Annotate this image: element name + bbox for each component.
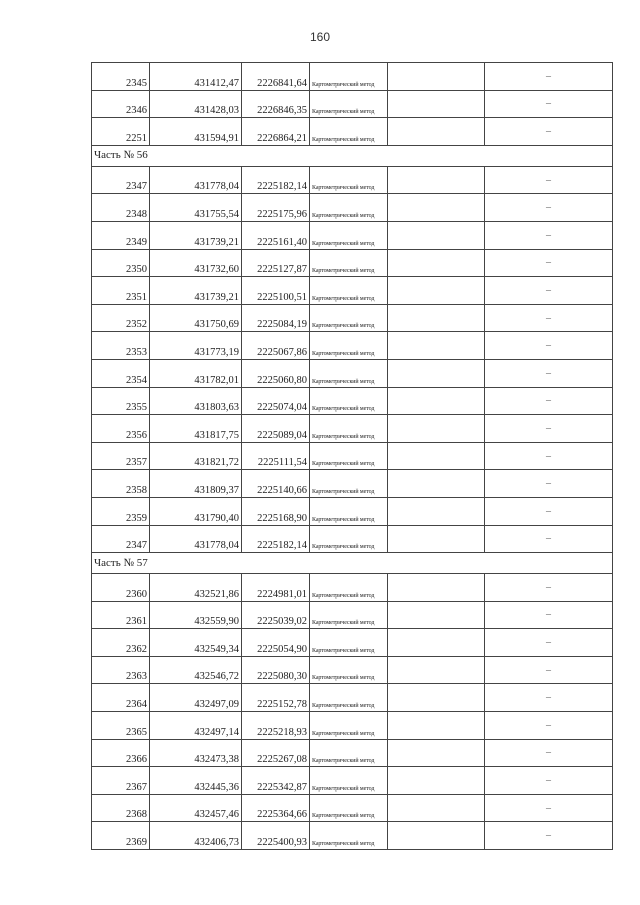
empty-cell — [388, 359, 485, 387]
y-coordinate-cell: 2225054,90 — [242, 629, 310, 657]
table-row — [92, 470, 613, 498]
x-coordinate-cell: 432497,09 — [150, 684, 242, 712]
method-cell: Картометрический метод — [310, 415, 388, 443]
y-coordinate-cell: 2225342,87 — [242, 767, 310, 795]
empty-cell — [388, 90, 485, 118]
dash-cell: – — [485, 194, 613, 222]
empty-cell — [388, 739, 485, 767]
x-coordinate-cell: 431817,75 — [150, 415, 242, 443]
x-coordinate-cell: 432497,14 — [150, 712, 242, 740]
point-number-cell: 2346 — [92, 90, 150, 118]
point-number-cell: 2352 — [92, 304, 150, 332]
y-coordinate-cell: 2225067,86 — [242, 332, 310, 360]
dash-cell: – — [485, 712, 613, 740]
method-cell: Картометрический метод — [310, 442, 388, 470]
table-row — [92, 822, 613, 850]
method-cell: Картометрический метод — [310, 525, 388, 553]
x-coordinate-cell: 432473,38 — [150, 739, 242, 767]
empty-cell — [388, 277, 485, 305]
y-coordinate-cell: 2226841,64 — [242, 63, 310, 91]
dash-cell: – — [485, 574, 613, 602]
point-number-cell: 2353 — [92, 332, 150, 360]
point-number-cell: 2356 — [92, 415, 150, 443]
table-row — [92, 574, 613, 602]
dash-cell: – — [485, 767, 613, 795]
x-coordinate-cell: 431809,37 — [150, 470, 242, 498]
point-number-cell: 2358 — [92, 470, 150, 498]
point-number-cell: 2357 — [92, 442, 150, 470]
table-row — [92, 166, 613, 194]
method-cell: Картометрический метод — [310, 249, 388, 277]
point-number-cell: 2354 — [92, 359, 150, 387]
table-row — [92, 90, 613, 118]
point-number-cell: 2348 — [92, 194, 150, 222]
x-coordinate-cell: 432457,46 — [150, 794, 242, 822]
x-coordinate-cell: 431821,72 — [150, 442, 242, 470]
section-header-row — [92, 145, 613, 166]
y-coordinate-cell: 2225161,40 — [242, 221, 310, 249]
method-cell: Картометрический метод — [310, 332, 388, 360]
dash-cell: – — [485, 304, 613, 332]
point-number-cell: 2359 — [92, 497, 150, 525]
point-number-cell: 2362 — [92, 629, 150, 657]
empty-cell — [388, 712, 485, 740]
method-cell: Картометрический метод — [310, 712, 388, 740]
dash-cell: – — [485, 221, 613, 249]
y-coordinate-cell: 2225111,54 — [242, 442, 310, 470]
empty-cell — [388, 822, 485, 850]
dash-cell: – — [485, 277, 613, 305]
x-coordinate-cell: 432445,36 — [150, 767, 242, 795]
y-coordinate-cell: 2225218,93 — [242, 712, 310, 740]
dash-cell: – — [485, 525, 613, 553]
empty-cell — [388, 629, 485, 657]
y-coordinate-cell: 2225168,90 — [242, 497, 310, 525]
table-row — [92, 304, 613, 332]
x-coordinate-cell: 431755,54 — [150, 194, 242, 222]
point-number-cell: 2368 — [92, 794, 150, 822]
point-number-cell: 2355 — [92, 387, 150, 415]
table-row — [92, 601, 613, 629]
x-coordinate-cell: 432549,34 — [150, 629, 242, 657]
dash-cell: – — [485, 822, 613, 850]
table-row — [92, 684, 613, 712]
x-coordinate-cell: 431739,21 — [150, 277, 242, 305]
method-cell: Картометрический метод — [310, 221, 388, 249]
x-coordinate-cell: 431773,19 — [150, 332, 242, 360]
table-row — [92, 712, 613, 740]
table-row — [92, 656, 613, 684]
y-coordinate-cell: 2225182,14 — [242, 166, 310, 194]
x-coordinate-cell: 432546,72 — [150, 656, 242, 684]
point-number-cell: 2360 — [92, 574, 150, 602]
method-cell: Картометрический метод — [310, 277, 388, 305]
x-coordinate-cell: 431732,60 — [150, 249, 242, 277]
method-cell: Картометрический метод — [310, 63, 388, 91]
y-coordinate-cell: 2225400,93 — [242, 822, 310, 850]
y-coordinate-cell: 2225089,04 — [242, 415, 310, 443]
dash-cell: – — [485, 359, 613, 387]
point-number-cell: 2369 — [92, 822, 150, 850]
point-number-cell: 2251 — [92, 118, 150, 146]
dash-cell: – — [485, 794, 613, 822]
empty-cell — [388, 684, 485, 712]
dash-cell: – — [485, 166, 613, 194]
dash-cell: – — [485, 332, 613, 360]
point-number-cell: 2345 — [92, 63, 150, 91]
dash-cell: – — [485, 470, 613, 498]
y-coordinate-cell: 2225080,30 — [242, 656, 310, 684]
method-cell: Картометрический метод — [310, 739, 388, 767]
table-row — [92, 194, 613, 222]
dash-cell: – — [485, 656, 613, 684]
empty-cell — [388, 166, 485, 194]
empty-cell — [388, 656, 485, 684]
y-coordinate-cell: 2225140,66 — [242, 470, 310, 498]
point-number-cell: 2363 — [92, 656, 150, 684]
empty-cell — [388, 194, 485, 222]
point-number-cell: 2351 — [92, 277, 150, 305]
y-coordinate-cell: 2224981,01 — [242, 574, 310, 602]
x-coordinate-cell: 431782,01 — [150, 359, 242, 387]
y-coordinate-cell: 2225152,78 — [242, 684, 310, 712]
empty-cell — [388, 442, 485, 470]
table-row — [92, 767, 613, 795]
point-number-cell: 2366 — [92, 739, 150, 767]
method-cell: Картометрический метод — [310, 387, 388, 415]
point-number-cell: 2367 — [92, 767, 150, 795]
method-cell: Картометрический метод — [310, 574, 388, 602]
section-title: Часть № 56 — [92, 145, 613, 166]
y-coordinate-cell: 2225127,87 — [242, 249, 310, 277]
y-coordinate-cell: 2225182,14 — [242, 525, 310, 553]
empty-cell — [388, 574, 485, 602]
dash-cell: – — [485, 387, 613, 415]
dash-cell: – — [485, 629, 613, 657]
table-row — [92, 221, 613, 249]
empty-cell — [388, 601, 485, 629]
y-coordinate-cell: 2226846,35 — [242, 90, 310, 118]
table-row — [92, 415, 613, 443]
table-row — [92, 442, 613, 470]
dash-cell: – — [485, 415, 613, 443]
method-cell: Картометрический метод — [310, 470, 388, 498]
point-number-cell: 2365 — [92, 712, 150, 740]
dash-cell: – — [485, 90, 613, 118]
page-number: 160 — [309, 30, 331, 44]
method-cell: Картометрический метод — [310, 90, 388, 118]
x-coordinate-cell: 431778,04 — [150, 525, 242, 553]
dash-cell: – — [485, 497, 613, 525]
x-coordinate-cell: 432559,90 — [150, 601, 242, 629]
table-row — [92, 63, 613, 91]
empty-cell — [388, 249, 485, 277]
x-coordinate-cell: 431778,04 — [150, 166, 242, 194]
y-coordinate-cell: 2225100,51 — [242, 277, 310, 305]
x-coordinate-cell: 431594,91 — [150, 118, 242, 146]
table-row — [92, 794, 613, 822]
method-cell: Картометрический метод — [310, 497, 388, 525]
method-cell: Картометрический метод — [310, 656, 388, 684]
empty-cell — [388, 118, 485, 146]
empty-cell — [388, 387, 485, 415]
dash-cell: – — [485, 118, 613, 146]
table-row — [92, 629, 613, 657]
empty-cell — [388, 470, 485, 498]
dash-cell: – — [485, 63, 613, 91]
table-row — [92, 497, 613, 525]
method-cell: Картометрический метод — [310, 359, 388, 387]
empty-cell — [388, 332, 485, 360]
empty-cell — [388, 415, 485, 443]
empty-cell — [388, 497, 485, 525]
table-row — [92, 359, 613, 387]
empty-cell — [388, 525, 485, 553]
method-cell: Картометрический метод — [310, 601, 388, 629]
table-row — [92, 249, 613, 277]
method-cell: Картометрический метод — [310, 629, 388, 657]
y-coordinate-cell: 2225364,66 — [242, 794, 310, 822]
method-cell: Картометрический метод — [310, 822, 388, 850]
x-coordinate-cell: 431750,69 — [150, 304, 242, 332]
method-cell: Картометрический метод — [310, 794, 388, 822]
x-coordinate-cell: 431739,21 — [150, 221, 242, 249]
empty-cell — [388, 794, 485, 822]
dash-cell: – — [485, 442, 613, 470]
method-cell: Картометрический метод — [310, 194, 388, 222]
point-number-cell: 2349 — [92, 221, 150, 249]
dash-cell: – — [485, 249, 613, 277]
y-coordinate-cell: 2225267,08 — [242, 739, 310, 767]
x-coordinate-cell: 432406,73 — [150, 822, 242, 850]
table-row — [92, 739, 613, 767]
section-title: Часть № 57 — [92, 553, 613, 574]
coordinates-table — [91, 62, 613, 850]
table-row — [92, 525, 613, 553]
x-coordinate-cell: 431803,63 — [150, 387, 242, 415]
y-coordinate-cell: 2225074,04 — [242, 387, 310, 415]
point-number-cell: 2364 — [92, 684, 150, 712]
x-coordinate-cell: 432521,86 — [150, 574, 242, 602]
y-coordinate-cell: 2226864,21 — [242, 118, 310, 146]
x-coordinate-cell: 431790,40 — [150, 497, 242, 525]
table-row — [92, 277, 613, 305]
dash-cell: – — [485, 601, 613, 629]
point-number-cell: 2361 — [92, 601, 150, 629]
method-cell: Картометрический метод — [310, 304, 388, 332]
table-row — [92, 118, 613, 146]
y-coordinate-cell: 2225060,80 — [242, 359, 310, 387]
x-coordinate-cell: 431412,47 — [150, 63, 242, 91]
method-cell: Картометрический метод — [310, 118, 388, 146]
dash-cell: – — [485, 684, 613, 712]
dash-cell: – — [485, 739, 613, 767]
y-coordinate-cell: 2225175,96 — [242, 194, 310, 222]
method-cell: Картометрический метод — [310, 684, 388, 712]
table-body — [92, 63, 613, 850]
point-number-cell: 2347 — [92, 166, 150, 194]
empty-cell — [388, 767, 485, 795]
table-row — [92, 387, 613, 415]
empty-cell — [388, 63, 485, 91]
y-coordinate-cell: 2225039,02 — [242, 601, 310, 629]
method-cell: Картометрический метод — [310, 767, 388, 795]
table-row — [92, 332, 613, 360]
section-header-row — [92, 553, 613, 574]
method-cell: Картометрический метод — [310, 166, 388, 194]
point-number-cell: 2350 — [92, 249, 150, 277]
empty-cell — [388, 221, 485, 249]
y-coordinate-cell: 2225084,19 — [242, 304, 310, 332]
x-coordinate-cell: 431428,03 — [150, 90, 242, 118]
point-number-cell: 2347 — [92, 525, 150, 553]
empty-cell — [388, 304, 485, 332]
